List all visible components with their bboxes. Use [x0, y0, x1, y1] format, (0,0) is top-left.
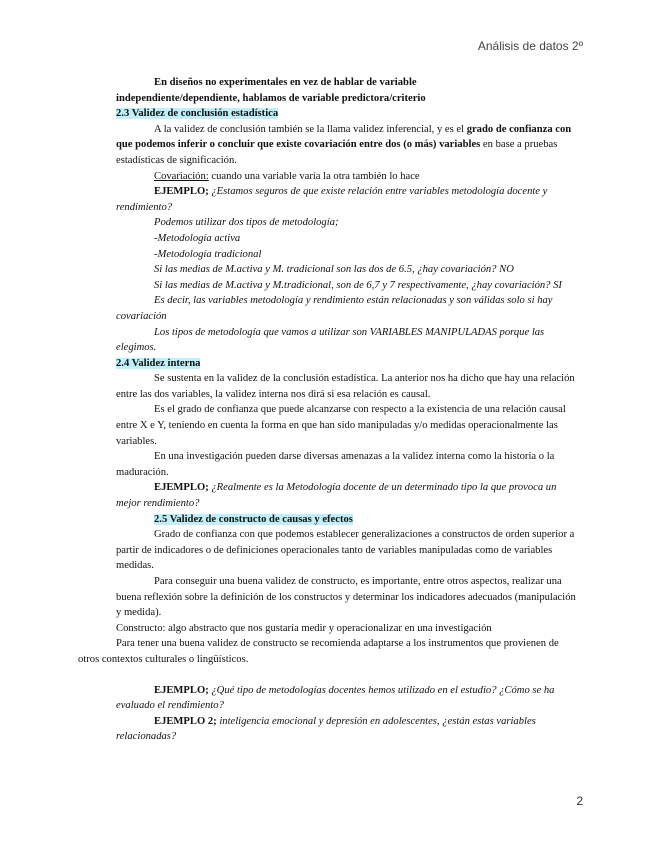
sec23-example-line-3: -Metodología tradicional [154, 248, 262, 260]
section-2-5 [116, 512, 578, 528]
sec23-example-line-1: Podemos utilizar dos tipos de metodología; [154, 217, 339, 229]
section-heading-2-3: 2.3 Validez de conclusión estadística [116, 108, 279, 120]
sec23-example-line-4: Si las medias de M.activa y M. tradicional son las dos de 6.5, ¿hay covariación? NO [154, 264, 514, 276]
section-heading-2-4: 2.4 Validez interna [116, 357, 201, 369]
sec23-example-line-7: Los tipos de metodología que vamos a utilizar son VARIABLES MANIPULADAS porque las elegimos. [116, 326, 545, 354]
sec25-paragraph-4: Para tener una buena validez de constructo se recomienda adaptarse a los instrumentos que provienen de otros contextos culturales o lingüísticos. [78, 638, 559, 665]
covariacion-label: Covariación: [154, 170, 209, 182]
sec25-paragraph-2: Para conseguir una buena validez de constructo, es importante, entre otros aspectos, realizar una buena reflexión sobre la definición de los constructos y determinar los indicadores adecuados (manipulación y medida). [116, 576, 576, 619]
sec23-example-line-6: Es decir, las variables metodología y rendimiento están relacionadas y son válidas solo si hay covariación [116, 295, 553, 322]
sec24-paragraph-1: Se sustenta en la validez de la conclusión estadística. La anterior nos ha dicho que hay una relación entre las dos variables, la validez interna nos dirá si esa relación es causal. [116, 373, 575, 400]
sec23-example-line-2: -Metodología activa [154, 232, 241, 244]
covariacion-definition: Covariación: cuando una variable varía la otra también lo hace [154, 170, 420, 182]
example-label: EJEMPLO; [154, 186, 209, 198]
sec23-example: EJEMPLO; ¿Estamos seguros de que existe relación entre variables metodología docente y rendimiento? [116, 186, 548, 213]
sec23-example-line-5: Si las medias de M.activa y M.tradicional, son de 6,7 y 7 respectivamente, ¿hay covariación? SI [154, 279, 562, 291]
sec25-paragraph-1: Grado de confianza con que podemos establecer generalizaciones a constructos de orden superior a partir de indicadores o de definiciones operacionales tanto de variables manipuladas como de variables medidas. [116, 529, 575, 572]
example-label: EJEMPLO; [154, 482, 209, 494]
sec23-definition-bold: grado de confianza con que podemos inferir o concluir que existe covariación entre dos (o más) variables [116, 123, 572, 151]
page-number: 2 [576, 794, 583, 808]
sec25-example-1: EJEMPLO; ¿Qué tipo de metodologías docentes hemos utilizado en el estudio? ¿Cómo se ha evaluado el rendimiento? [116, 684, 555, 712]
intro-bold-line-1: En diseños no experimentales en vez de hablar de variable [154, 77, 417, 88]
sec25-example-2: EJEMPLO 2; inteligencia emocional y depresión en adolescentes, ¿están estas variables relacionadas? [116, 715, 536, 743]
example-label: EJEMPLO; [154, 684, 209, 696]
sec23-paragraph-1: A la validez de conclusión también se la llama validez inferencial, y es el grado de confianza con que podemos inferir o concluir que existe covariación entre dos (o más) variables en base a pruebas estadísticas de significación. [116, 123, 572, 166]
sec25-constructo-definition: Constructo: algo abstracto que nos gustaría medir y operacionalizar en una investigación [116, 622, 492, 634]
page-header-title: Análisis de datos 2º [477, 39, 583, 53]
sec24-paragraph-3: En una investigación pueden darse diversas amenazas a la validez interna como la historia o la maduración. [116, 451, 555, 478]
section-heading-2-5: 2.5 Validez de constructo de causas y efectos [154, 513, 353, 525]
section-2-3 [116, 106, 578, 122]
sec24-paragraph-2: Es el grado de confianza que puede alcanzarse con respecto a la existencia de una relación causal entre X e Y, teniendo en cuenta la forma en que han sido manipuladas y/o medidas operacionalmente las variables. [116, 404, 566, 447]
sec24-example: EJEMPLO; ¿Realmente es la Metodología docente de un determinado tipo la que provoca un mejor rendimiento? [116, 482, 557, 510]
intro-bold-line-2: independiente/dependiente, hablamos de variable predictora/criterio [116, 92, 426, 104]
section-2-4 [116, 356, 578, 372]
document-body [78, 75, 578, 745]
example-2-label: EJEMPLO 2; [154, 715, 217, 727]
